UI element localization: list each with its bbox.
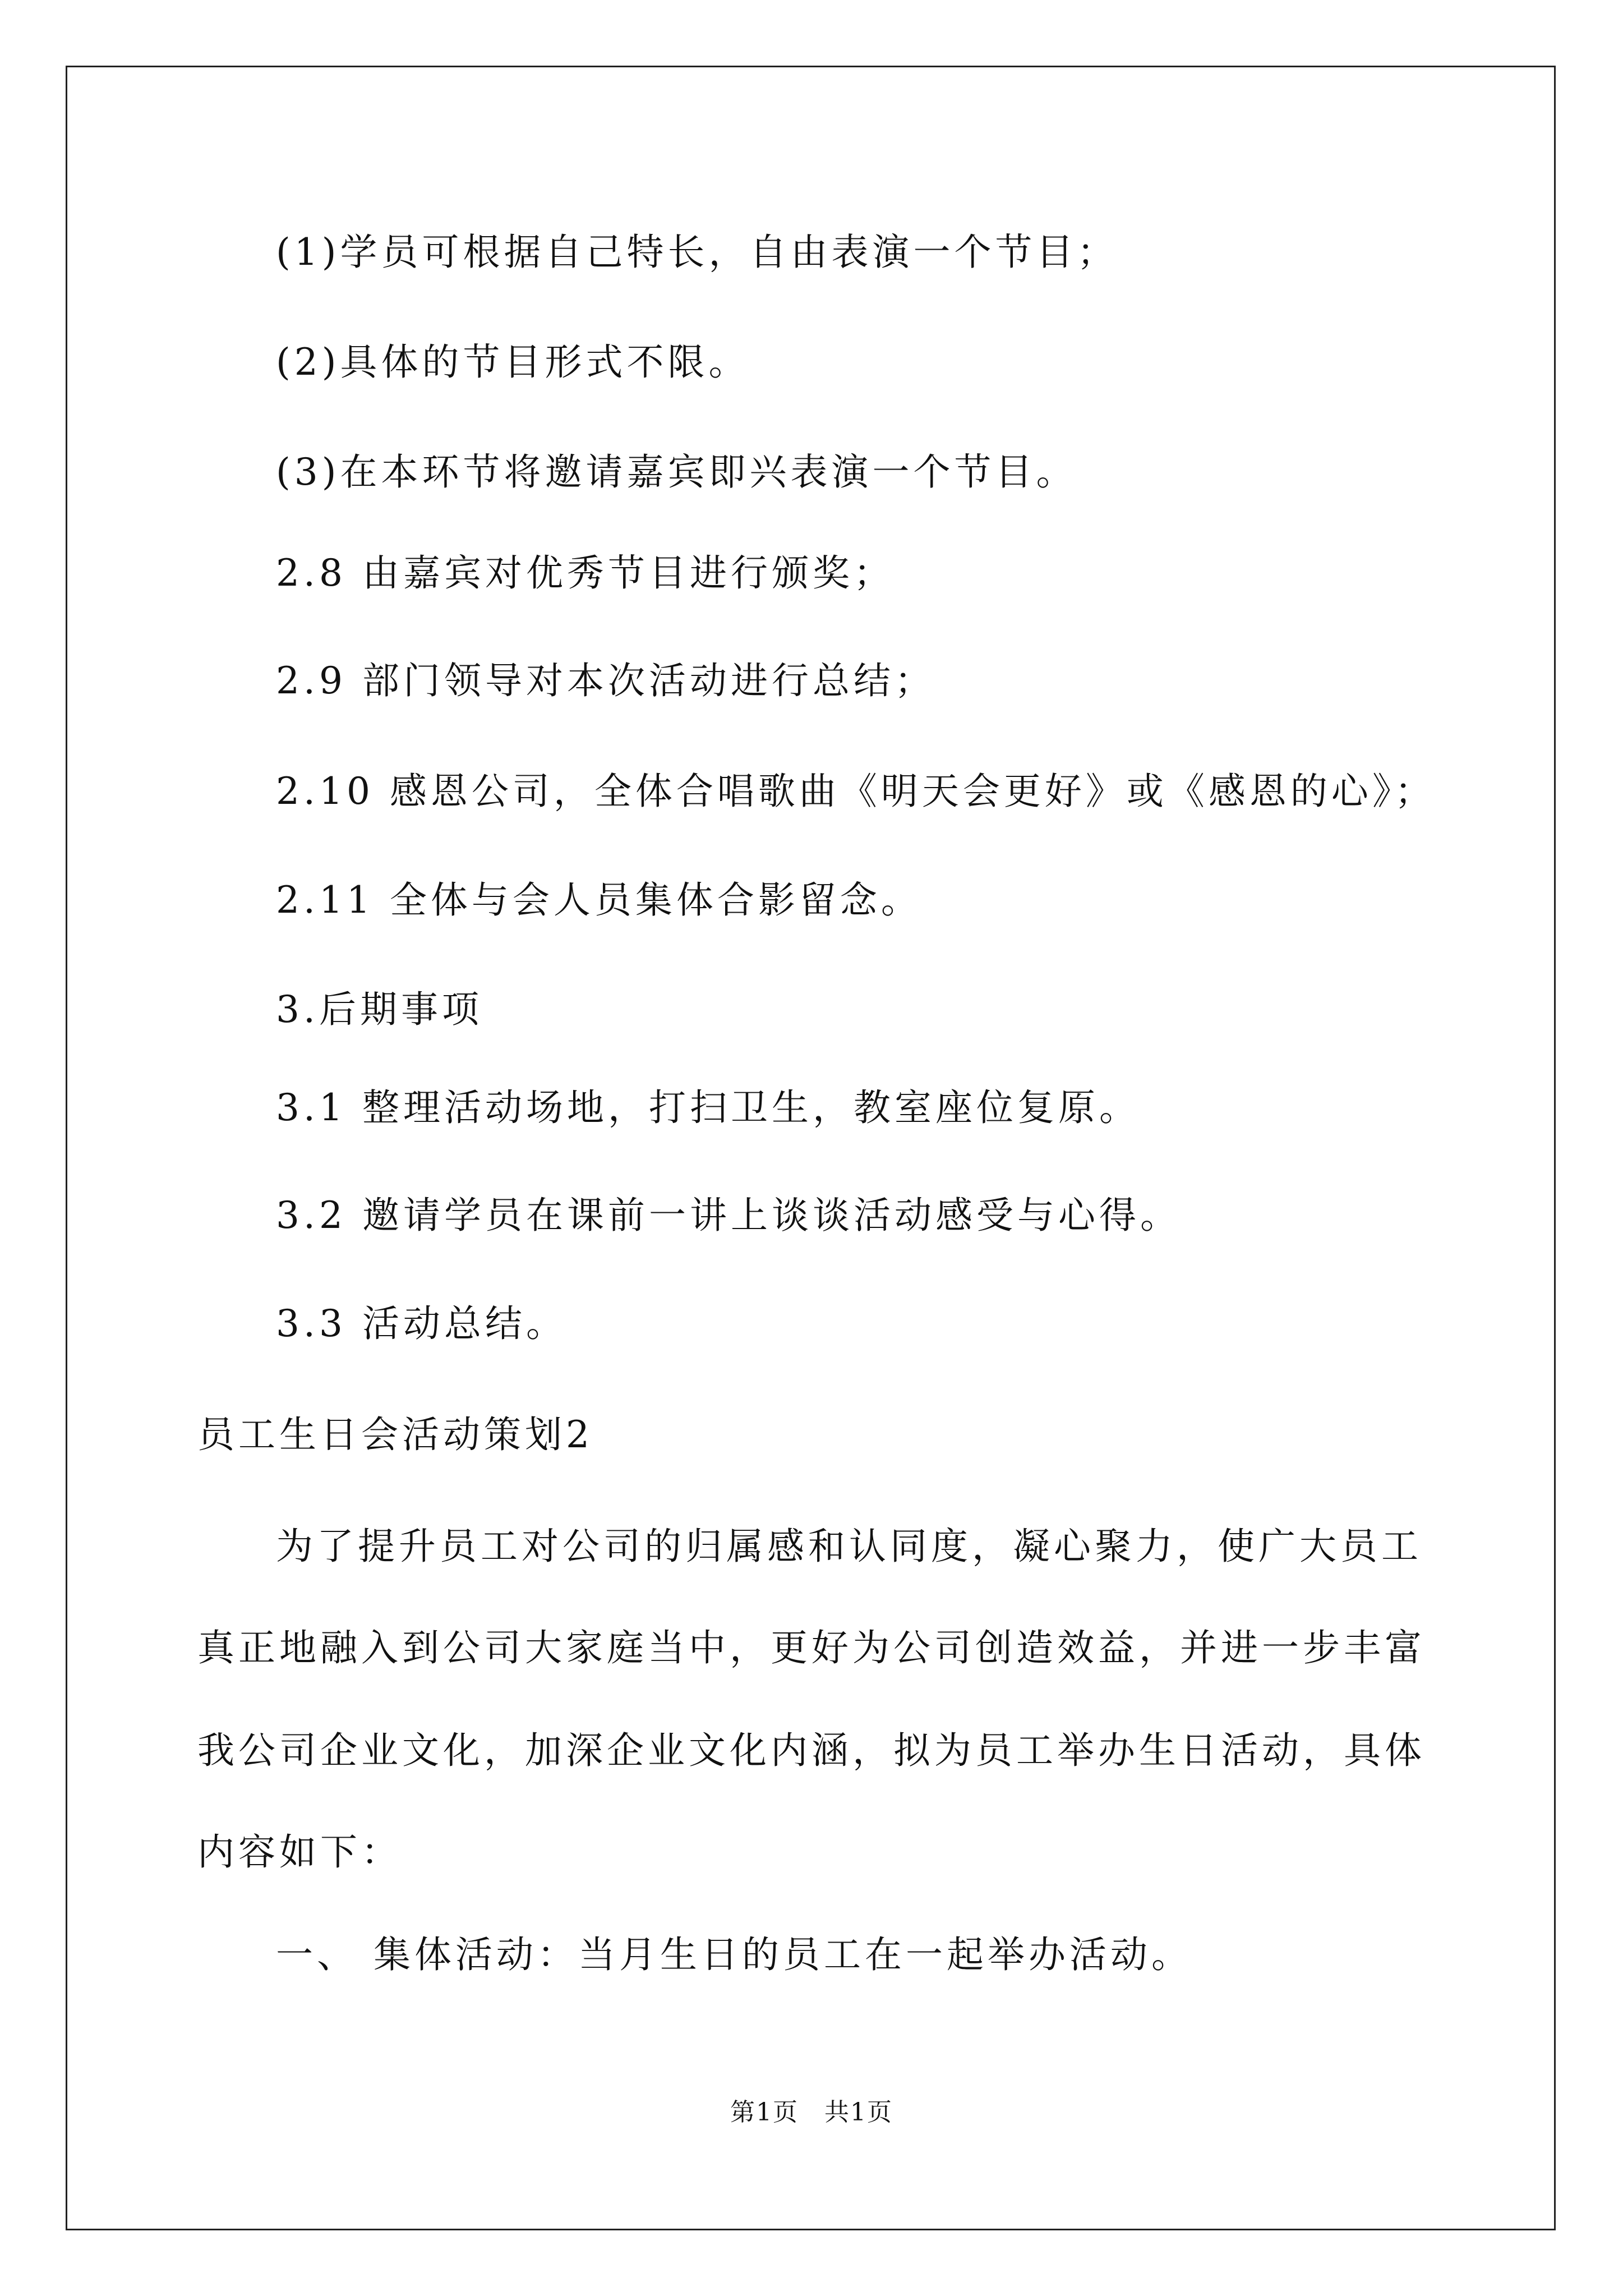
item-3-2: 3.2 邀请学员在课前一讲上谈谈活动感受与心得。 — [276, 1194, 1181, 1237]
section-title: 员工生日会活动策划2 — [197, 1413, 593, 1456]
item-2-11: 2.11 全体与会人员集体合影留念。 — [276, 878, 922, 922]
section-heading-3: 3.后期事项 — [276, 988, 483, 1031]
page-border — [66, 66, 1556, 2230]
item-3-3: 3.3 活动总结。 — [276, 1302, 567, 1345]
item-2-8: 2.8 由嘉宾对优秀节目进行颁奖； — [276, 551, 895, 595]
paragraph-line-3: 我公司企业文化，加深企业文化内涵，拟为员工举办生日活动，具体 — [197, 1729, 1426, 1772]
paragraph-line-1: 为了提升员工对公司的归属感和认同度，凝心聚力，使广大员工 — [276, 1525, 1422, 1568]
paragraph-line-4: 内容如下： — [197, 1830, 402, 1874]
item-2-9: 2.9 部门领导对本次活动进行总结； — [276, 659, 935, 702]
list-item-1: (1)学员可根据自己特长，自由表演一个节目； — [276, 231, 1118, 274]
paragraph-line-2: 真正地融入到公司大家庭当中，更好为公司创造效益，并进一步丰富 — [197, 1626, 1426, 1669]
list-item-3: (3)在本环节将邀请嘉宾即兴表演一个节目。 — [276, 450, 1077, 494]
item-3-1: 3.1 整理活动场地，打扫卫生，教室座位复原。 — [276, 1086, 1140, 1129]
page-footer: 第1页 共1页 — [730, 2098, 893, 2127]
item-collective-activity: 一、 集体活动：当月生日的员工在一起举办活动。 — [276, 1933, 1192, 1976]
list-item-2: (2)具体的节目形式不限。 — [276, 341, 750, 384]
item-2-10: 2.10 感恩公司，全体合唱歌曲《明天会更好》或《感恩的心》； — [276, 770, 1436, 813]
